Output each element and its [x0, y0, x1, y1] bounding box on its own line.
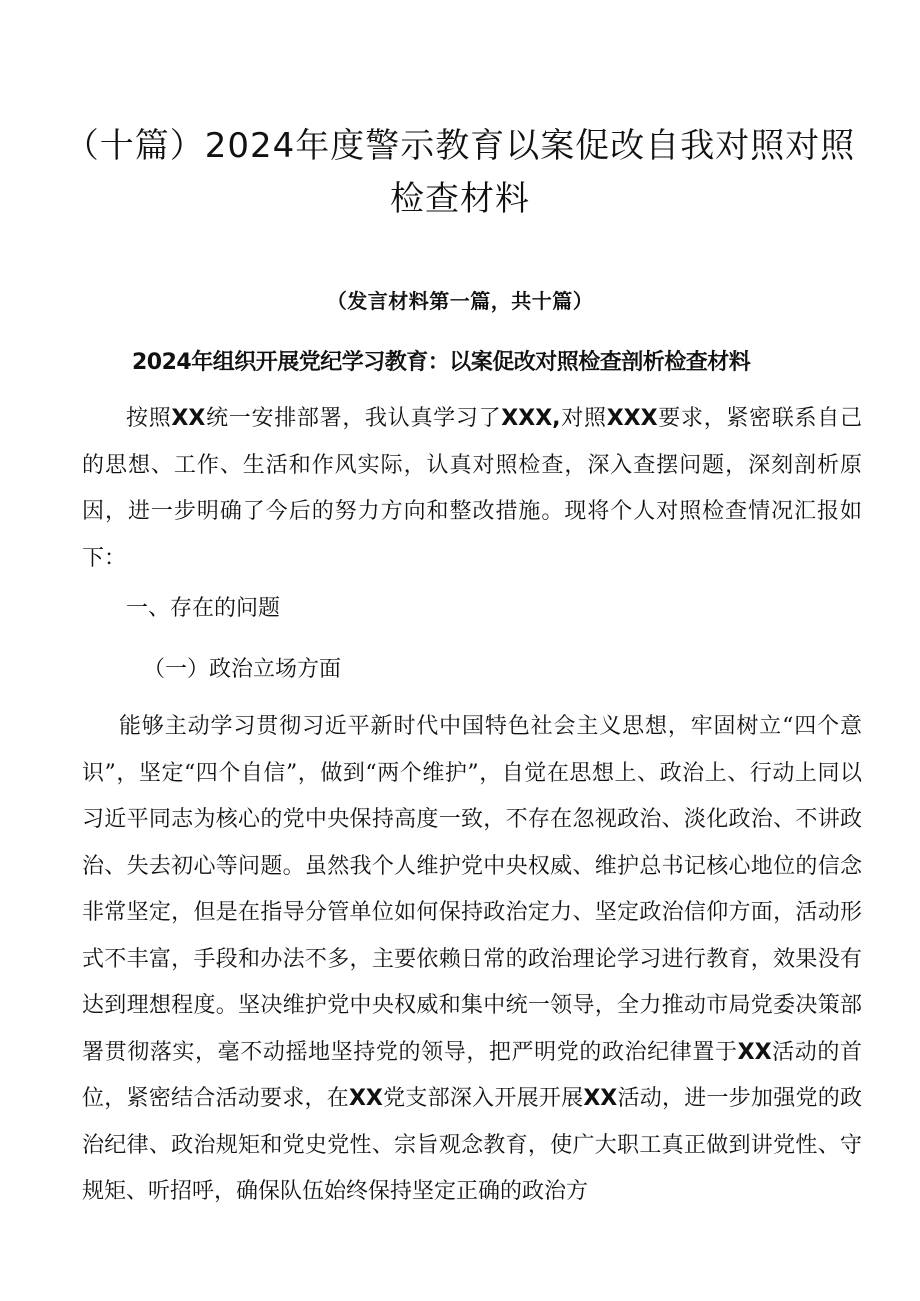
subsection-1-prefix: （一）	[143, 657, 210, 682]
intro-text-4: 要求，紧密联系自己的思想、工作、生活和作风实际，认真对照检查，深入查摆问题，深刻剖析原因，进一步明确了今后的努力方向和整改措施。现将个人对照检查情况汇报如下：	[82, 406, 862, 571]
document-title-line2: 检查材料	[390, 179, 530, 219]
intro-text-2: 统一安排部署，我认真学习了	[205, 406, 502, 431]
body-text-2: 活动的首位，紧密结合活动要求，在	[82, 1039, 862, 1111]
document-subtitle: （发言材料第一篇，共十篇）	[326, 289, 594, 313]
subsection-1-heading	[143, 652, 341, 683]
body-text-3: 党支部深入开展开展	[382, 1086, 584, 1111]
placeholder-xx-body-2: XX	[348, 1086, 383, 1111]
placeholder-xx-body-1: XX	[737, 1039, 772, 1065]
section-1-heading: 一、存在的问题	[126, 596, 281, 621]
intro-text-1: 按照	[126, 406, 172, 431]
subsection-1-text: 政治立场方面	[209, 657, 342, 682]
intro-paragraph	[82, 396, 862, 582]
placeholder-xx-body-3: XX	[583, 1086, 618, 1111]
body-text-4: 活动，进一步加强党的政治纪律、政治规矩和党史党性、宗旨观念教育，使广大职工真正做到讲党性、守规矩、听招呼，确保队伍始终保持坚定正确的政治方	[82, 1086, 862, 1204]
placeholder-xxx: XXX,	[501, 406, 561, 431]
body-text-1: 能够主动学习贯彻习近平新时代中国特色社会主义思想，牢固树立“四个意识”，坚定“四个自信”，做到“两个维护”，自觉在思想上、政治上、行动上同以习近平同志为核心的党中央保持高度一致，不存在忽视政治、淡化政治、不讲政治、失去初心等问题。虽然我个人维护党中央权威、维护总书记核心地位的信念非常坚定，但是在指导分管单位如何保持政治定力、坚定政治信仰方面，活动形式不丰富，手段和办法不多，主要依赖日常的政治理论学习进行教育，效果没有达到理想程度。坚决维护党中央权威和集中统一领导，全力推动市局党委决策部署贯彻落实，毫不动摇地坚持党的领导，把严明党的政治纪律置于	[82, 714, 862, 1065]
body-paragraph	[82, 704, 862, 1216]
document-title-line1: （十篇）2024年度警示教育以案促改自我对照对照	[64, 126, 856, 166]
placeholder-xxx-2: XXX	[606, 406, 658, 431]
intro-text-3: 对照	[560, 406, 607, 431]
placeholder-xx: XX	[171, 406, 206, 431]
section-heading: 2024年组织开展党纪学习教育：以案促改对照检查剖析检查材料	[132, 350, 751, 375]
